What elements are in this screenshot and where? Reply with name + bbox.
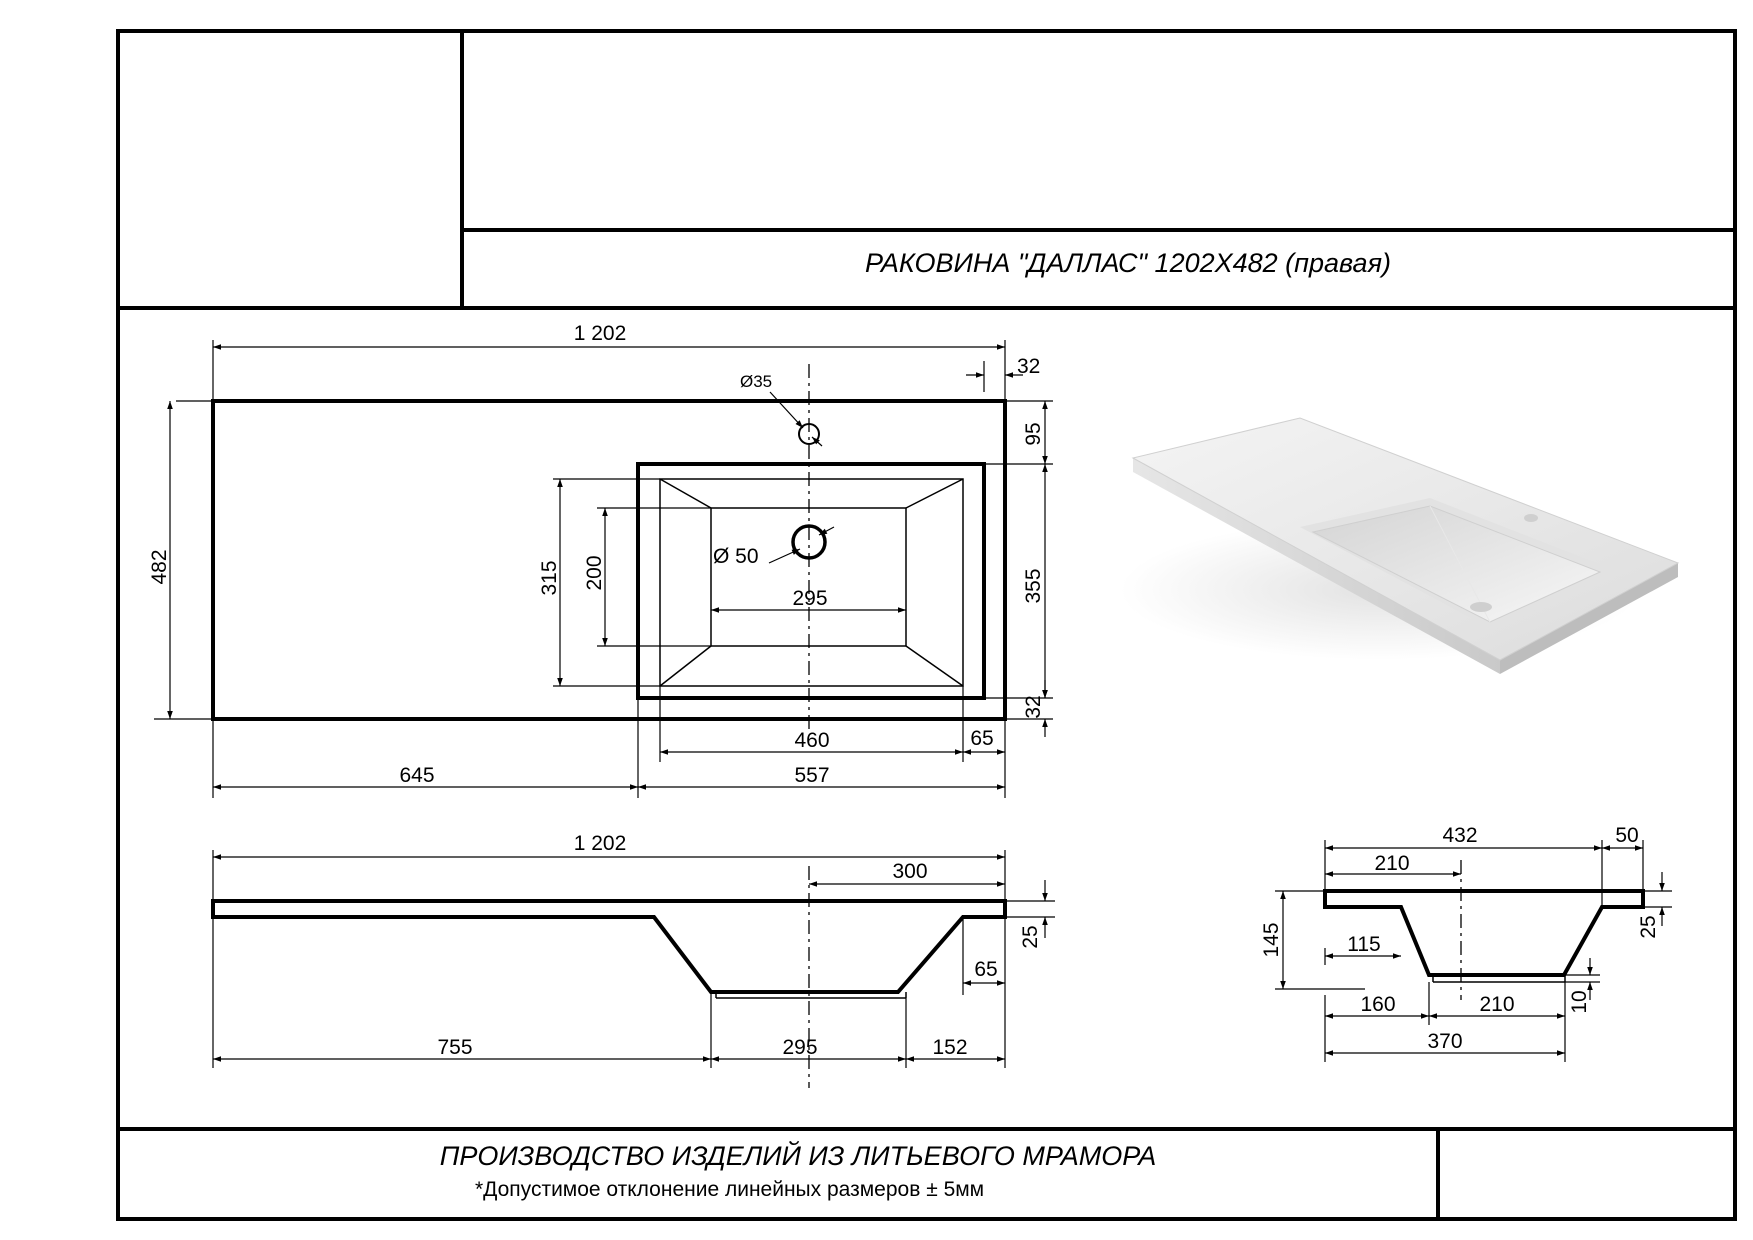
dim-bowl-outer-depth: 315: [538, 560, 561, 596]
dim-front-left-to-bottom: 755: [437, 1036, 473, 1059]
dim-front-rim-right: 65: [974, 958, 998, 981]
dim-faucet-offset: 95: [1022, 422, 1045, 446]
dim-front-deck-thickness: 25: [1019, 925, 1042, 949]
dim-side-bottom-thickness: 10: [1568, 990, 1591, 1014]
top-view: [213, 364, 1005, 733]
product-title: РАКОВИНА "ДАЛЛАС" 1202Х482 (правая): [865, 248, 1391, 278]
dim-side-total-height: 145: [1260, 922, 1283, 958]
tolerance-note: *Допустимое отклонение линейных размеров ± 5мм: [475, 1178, 985, 1201]
front-view-body: [213, 901, 1005, 992]
dim-bowl-width: 460: [794, 729, 830, 752]
dim-front-offset: 32: [1022, 695, 1045, 719]
dim-top-overall-depth: 482: [148, 549, 171, 585]
dim-front-overall-width: 1 202: [573, 832, 627, 855]
front-view: [213, 866, 1005, 1088]
dim-side-bowl-slope: 115: [1347, 933, 1381, 956]
dim-front-right-to-bottom: 152: [932, 1036, 968, 1059]
dim-faucet-hole-diameter: Ø35: [740, 372, 773, 391]
dim-bowl-inner-width: 295: [792, 587, 828, 610]
dim-drain-diameter: Ø 50: [713, 545, 759, 568]
dim-front-axis-from-right: 300: [892, 860, 928, 883]
side-view: [1325, 860, 1643, 1000]
dim-top-offset-right: 32: [1017, 355, 1041, 378]
dim-side-bottom-to-back: 210: [1479, 993, 1515, 1016]
dim-top-overall-width: 1 202: [573, 322, 627, 345]
dim-rim-right: 65: [970, 727, 994, 750]
dim-left-deck: 645: [399, 764, 435, 787]
dim-side-front-to-bottom: 160: [1360, 993, 1396, 1016]
company-line: ПРОИЗВОДСТВО ИЗДЕЛИЙ ИЗ ЛИТЬЕВОГО МРАМОРА: [439, 1141, 1157, 1171]
dim-bowl-zone: 557: [794, 764, 830, 787]
dim-bowl-inner-depth: 200: [583, 555, 606, 591]
sink-render-image: [1120, 418, 1678, 674]
dim-side-bowl-span: 370: [1427, 1030, 1463, 1053]
dim-front-bottom-width: 295: [782, 1036, 818, 1059]
dim-side-deck-thickness: 25: [1637, 915, 1660, 939]
dim-side-back-offset: 50: [1615, 824, 1639, 847]
dim-bowl-depth-right: 355: [1022, 568, 1045, 604]
dim-side-overall-depth: 432: [1442, 824, 1478, 847]
dim-side-axis-from-front: 210: [1374, 852, 1410, 875]
